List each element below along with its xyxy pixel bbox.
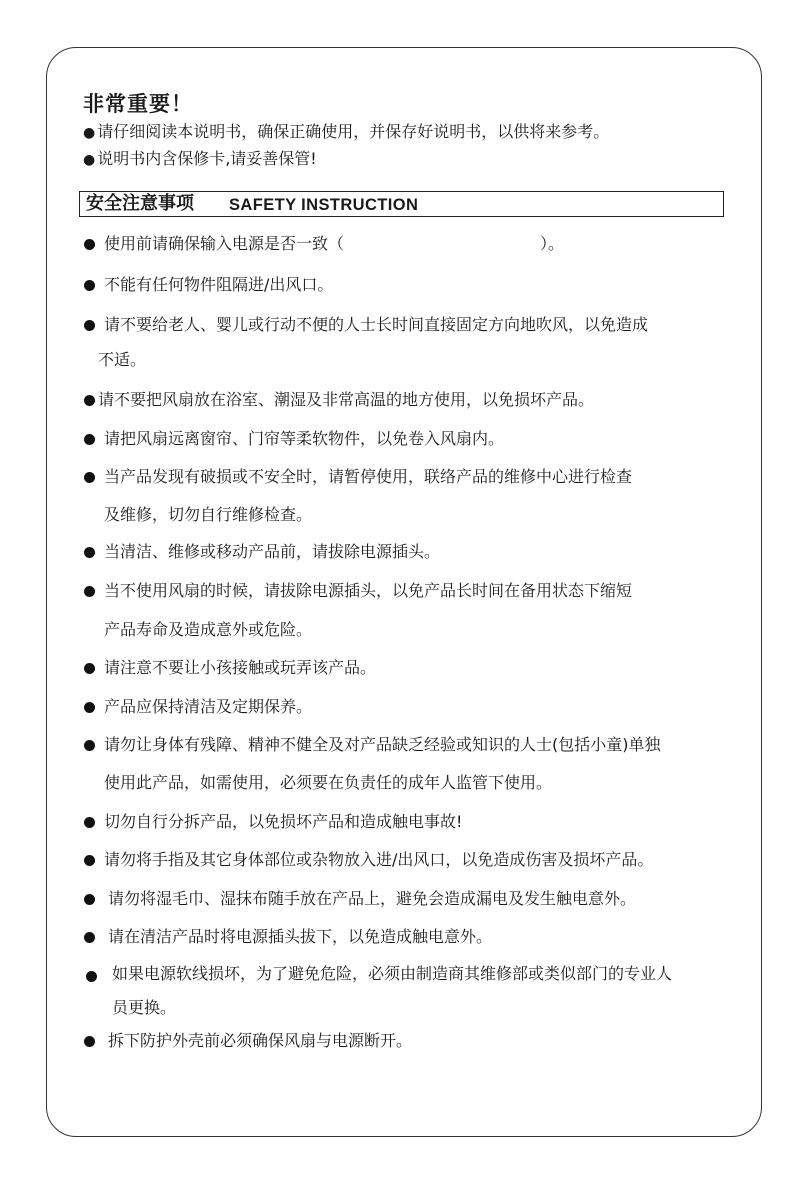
bullet-icon: ●	[83, 152, 96, 168]
bullet-icon	[84, 932, 95, 943]
page-title: 非常重要！	[83, 92, 193, 116]
item-9-text: 请注意不要让小孩接触或玩弄该产品。	[104, 658, 377, 677]
item-16-text: 如果电源软线损坏，为了避免危险，必须由制造商其维修部或类似部门的专业人	[112, 964, 673, 983]
item-10-text: 产品应保持清洁及定期保养。	[104, 697, 313, 716]
section-title-cn: 安全注意事项	[86, 193, 194, 214]
item-1-text: 使用前请确保输入电源是否一致（	[104, 234, 345, 253]
item-15-text: 请在清洁产品时将电源插头拔下，以免造成触电意外。	[108, 927, 493, 946]
item-2-text: 不能有任何物件阻隔进/出风口。	[104, 275, 334, 294]
bullet-icon	[84, 547, 95, 558]
item-17-text: 拆下防护外壳前必须确保风扇与电源断开。	[108, 1031, 413, 1050]
intro-line-1	[83, 122, 609, 143]
bullet-icon	[86, 971, 97, 982]
bullet-icon	[84, 1036, 95, 1047]
bullet-icon	[84, 663, 95, 674]
item-8-text-cont: 产品寿命及造成意外或危险。	[104, 620, 313, 639]
bullet-icon	[84, 280, 95, 291]
bullet-icon	[84, 855, 95, 866]
item-3-text-cont: 不适。	[98, 350, 147, 369]
intro-text: 请仔细阅读本说明书，确保正确使用，并保存好说明书，以供将来参考。	[97, 122, 610, 141]
intro-line-2	[83, 149, 317, 170]
bullet-icon	[84, 702, 95, 713]
bullet-icon	[84, 395, 95, 406]
item-7-text: 当清洁、维修或移动产品前，请拔除电源插头。	[104, 542, 441, 561]
item-16-text-cont: 员更换。	[112, 998, 177, 1017]
bullet-icon	[84, 239, 95, 250]
bullet-icon	[84, 472, 95, 483]
item-8-text: 当不使用风扇的时候，请拔除电源插头，以免产品长时间在备用状态下缩短	[104, 581, 633, 600]
bullet-icon	[84, 740, 95, 751]
bullet-icon	[84, 817, 95, 828]
item-4-text: 请不要把风扇放在浴室、潮湿及非常高温的地方使用，以免损坏产品。	[98, 390, 595, 409]
bullet-icon: ●	[83, 125, 96, 141]
item-13-text: 请勿将手指及其它身体部位或杂物放入进/出风口，以免造成伤害及损坏产品。	[104, 850, 654, 869]
bullet-icon	[84, 320, 95, 331]
bullet-icon	[84, 434, 95, 445]
item-11-text-cont: 使用此产品，如需使用，必须要在负责任的成年人监管下使用。	[104, 773, 553, 792]
section-title-en: SAFETY INSTRUCTION	[229, 196, 419, 214]
intro-text: 说明书内含保修卡,请妥善保管!	[97, 149, 317, 168]
bullet-icon	[84, 586, 95, 597]
bullet-icon	[84, 894, 95, 905]
item-12-text: 切勿自行分拆产品，以免损坏产品和造成触电事故!	[104, 812, 463, 831]
item-14-text: 请勿将湿毛巾、湿抹布随手放在产品上，避免会造成漏电及发生触电意外。	[108, 889, 637, 908]
item-6-text-cont: 及维修，切勿自行维修检查。	[104, 505, 313, 524]
item-1-text-end: ）。	[540, 234, 565, 253]
item-11-text: 请勿让身体有残障、精神不健全及对产品缺乏经验或知识的人士(包括小童)单独	[104, 735, 661, 754]
item-5-text: 请把风扇远离窗帘、门帘等柔软物件，以免卷入风扇内。	[104, 429, 505, 448]
item-6-text: 当产品发现有破损或不安全时，请暂停使用，联络产品的维修中心进行检查	[104, 467, 633, 486]
item-3-text: 请不要给老人、婴儿或行动不便的人士长时间直接固定方向地吹风，以免造成	[104, 315, 649, 334]
